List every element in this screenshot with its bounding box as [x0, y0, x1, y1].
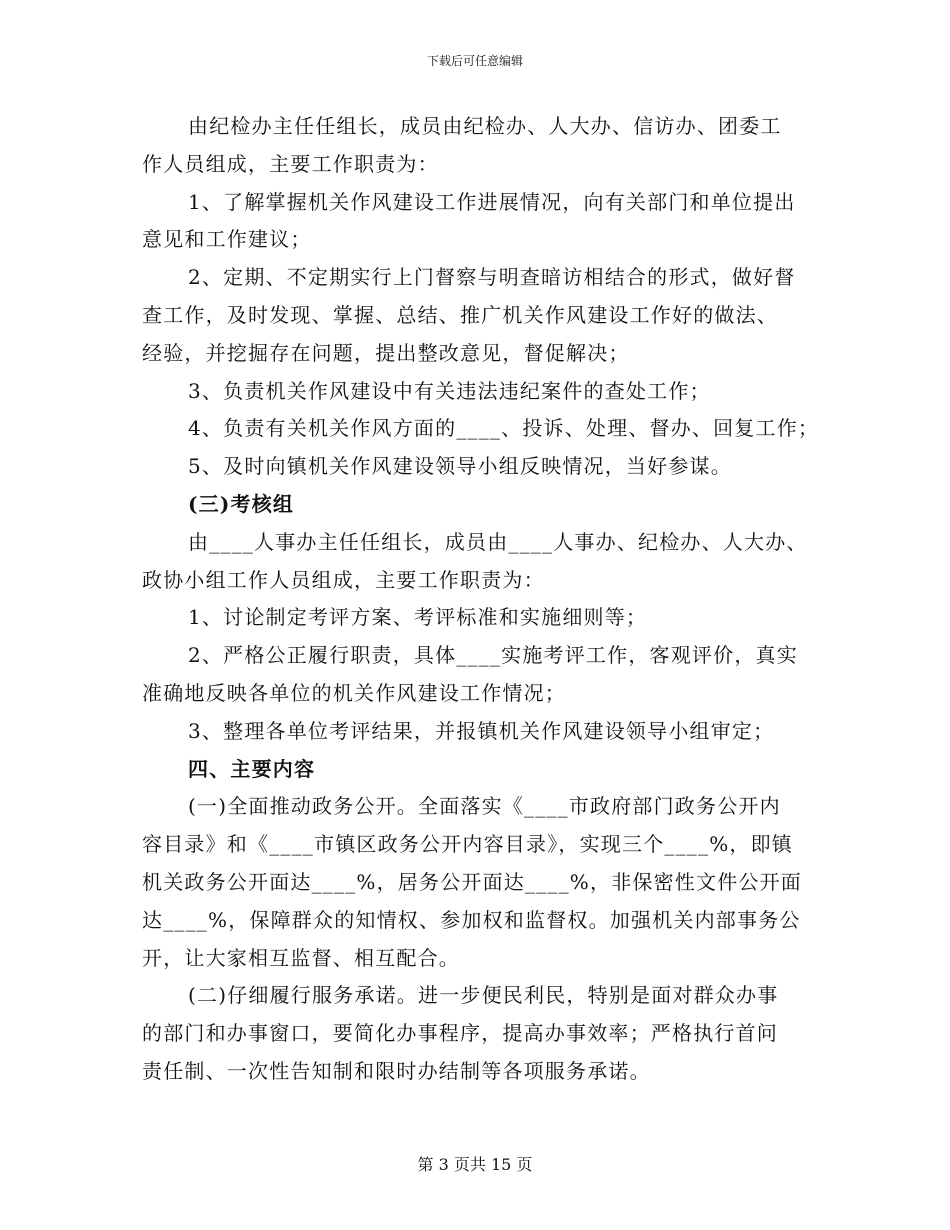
text-line: 准确地反映各单位的机关作风建设工作情况；: [142, 680, 566, 705]
text-line: 2、严格公正履行职责，具体____实施考评工作，客观评价，真实: [188, 643, 798, 668]
text-line: 2、定期、不定期实行上门督察与明查暗访相结合的形式，做好督: [188, 265, 796, 290]
paragraph-duty-2: [142, 259, 822, 372]
paragraph-duty-1: [142, 184, 822, 260]
text-line: 责任制、一次性告知制和限时办结制等各项服务承诺。: [142, 1058, 651, 1083]
text-line: 达____%，保障群众的知情权、参加权和监督权。加强机关内部事务公: [142, 907, 801, 932]
document-body: [142, 108, 822, 1091]
section-heading-assessment-group: (三)考核组: [188, 491, 295, 516]
paragraph-assessment-duty-2: [142, 637, 822, 713]
text-line: (二)仔细履行服务承诺。进一步便民利民，特别是面对群众办事: [188, 983, 779, 1008]
text-line: 1、了解掌握机关作风建设工作进展情况，向有关部门和单位提出: [188, 189, 796, 214]
paragraph-assessment-intro: [142, 524, 822, 600]
section-heading-main-content: 四、主要内容: [188, 756, 316, 781]
text-line: 政协小组工作人员组成，主要工作职责为：: [142, 567, 545, 592]
paragraph-inspection-group-intro: [142, 108, 822, 184]
text-line: 机关政务公开面达____%，居务公开面达____%，非保密性文件公开面: [142, 869, 803, 894]
paragraph-duty-3: 3、负责机关作风建设中有关违法违纪案件的查处工作；: [188, 378, 711, 403]
paragraph-assessment-duty-1: 1、讨论制定考评方案、考评标准和实施细则等；: [188, 605, 648, 630]
paragraph-duty-5: 5、及时向镇机关作风建设领导小组反映情况，当好参谋。: [188, 454, 732, 479]
paragraph-duty-4: 4、负责有关机关作风方面的____、投诉、处理、督办、回复工作；: [188, 416, 820, 441]
text-line: 经验，并挖掘存在问题，提出整改意见，督促解决；: [142, 340, 630, 365]
paragraph-assessment-duty-3: 3、整理各单位考评结果，并报镇机关作风建设领导小组审定；: [188, 718, 775, 743]
text-line: 开，让大家相互监督、相互配合。: [142, 945, 460, 970]
text-line: 的部门和办事窗口，要简化办事程序，提高办事效率；严格执行首问: [142, 1021, 778, 1046]
paragraph-government-affairs-openness: [142, 788, 822, 977]
text-line: 查工作，及时发现、掌握、总结、推广机关作风建设工作好的做法、: [142, 302, 778, 327]
paragraph-service-commitment: [142, 977, 822, 1090]
text-line: 由纪检办主任任组长，成员由纪检办、人大办、信访办、团委工: [188, 114, 782, 138]
text-line: 意见和工作建议；: [142, 227, 312, 252]
text-line: 容目录》和《____市镇区政务公开内容目录》，实现三个____%，即镇: [142, 832, 794, 857]
text-line: (一)全面推动政务公开。全面落实《____市政府部门政务公开内: [188, 794, 781, 819]
text-line: 作人员组成，主要工作职责为：: [142, 151, 439, 176]
page-header: 下载后可任意编辑: [426, 54, 523, 68]
text-line: 由____人事办主任任组长，成员由____人事办、纪检办、人大办、: [188, 529, 808, 554]
page-footer: 第 3 页共 15 页: [417, 1155, 533, 1174]
